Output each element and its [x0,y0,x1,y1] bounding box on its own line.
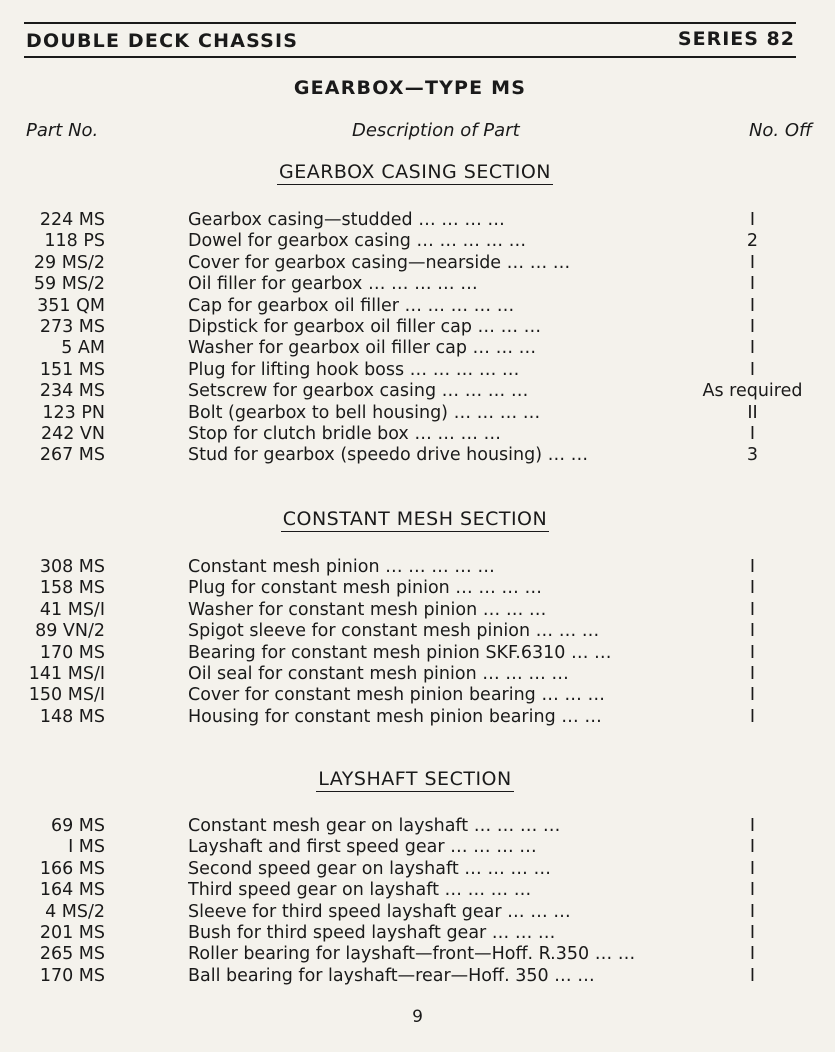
parts-list-constant-mesh [0,557,835,728]
quantity: I [749,944,756,965]
quantity: As required [702,381,803,402]
parts-list-layshaft [0,816,835,987]
part-number: 118 PS [44,231,105,252]
part-number: 308 MS [39,557,105,577]
part-number: 123 PN [42,402,105,423]
quantity: I [749,880,756,901]
part-description: Ball bearing for layshaft—rear—Hoff. 350 … … [188,965,595,986]
quantity: I [749,901,756,922]
list-item [0,685,835,706]
part-number: 166 MS [39,858,105,879]
quantity: I [749,557,756,577]
list-item [0,424,835,445]
list-item [0,317,835,338]
part-number: 41 MS/I [39,599,105,620]
part-description: Stud for gearbox (speedo drive housing) … … [188,445,589,466]
part-description: Dipstick for gearbox oil filler cap … … … [188,316,542,337]
list-item [0,880,835,901]
part-number: 69 MS [50,816,105,836]
quantity: I [749,922,756,943]
quantity: I [749,295,756,316]
list-item [0,381,835,402]
part-number: 265 MS [39,944,105,965]
list-item [0,664,835,685]
parts-list-casing [0,210,835,467]
part-description: Constant mesh pinion … … … … … [188,557,495,577]
page-number: 9 [412,1007,423,1027]
list-item [0,274,835,295]
section-title-text: LAYSHAFT SECTION [318,768,512,790]
part-description: Setscrew for gearbox casing … … … … [188,381,529,402]
quantity: I [749,663,756,684]
part-description: Layshaft and first speed gear … … … … [188,837,537,858]
part-description: Constant mesh gear on layshaft … … … … [188,816,561,836]
quantity: I [749,599,756,620]
list-item [0,944,835,965]
part-description: Cap for gearbox oil filler … … … … … [188,295,515,316]
page-title: GEARBOX—TYPE MS [293,77,527,99]
part-number: 4 MS/2 [45,901,105,922]
part-number: 170 MS [39,965,105,986]
quantity: I [749,338,756,359]
list-item [0,296,835,317]
section-title [0,161,830,183]
header-rule-bottom [24,56,796,58]
part-description: Bearing for constant mesh pinion SKF.6310 … … [188,642,612,663]
part-number: 151 MS [39,359,105,380]
part-number: 164 MS [39,880,105,901]
part-description: Dowel for gearbox casing … … … … … [188,231,527,252]
section-title-text: CONSTANT MESH SECTION [282,508,548,530]
quantity: I [749,578,756,599]
part-number: 170 MS [39,642,105,663]
list-item [0,621,835,642]
part-number: 351 QM [37,295,105,316]
list-item [0,966,835,987]
part-number: 141 MS/I [28,663,105,684]
column-header-part: Part No. [26,120,99,141]
part-description: Second speed gear on layshaft … … … … [188,858,551,879]
quantity: I [749,274,756,295]
part-description: Bolt (gearbox to bell housing) … … … … [188,402,541,423]
part-description: Plug for lifting hook boss … … … … … [188,359,520,380]
part-number: 59 MS/2 [33,274,105,295]
quantity: I [749,837,756,858]
part-description: Oil filler for gearbox … … … … … [188,274,478,295]
list-item [0,210,835,231]
list-item [0,338,835,359]
quantity: I [749,621,756,642]
list-item [0,403,835,424]
list-item [0,231,835,252]
part-number: I MS [68,837,105,858]
part-description: Spigot sleeve for constant mesh pinion … … … [188,621,600,642]
chassis-heading: DOUBLE DECK CHASSIS [26,30,299,52]
part-number: 242 VN [40,423,105,444]
part-number: 150 MS/I [28,685,105,706]
column-header-quantity: No. Off [748,120,813,141]
section-title [0,508,830,530]
quantity: I [749,965,756,986]
part-number: 29 MS/2 [33,252,105,273]
list-item [0,643,835,664]
list-item [0,600,835,621]
part-description: Stop for clutch bridle box … … … … [188,423,502,444]
quantity: I [749,816,756,836]
section-title-text: GEARBOX CASING SECTION [278,161,552,183]
quantity: I [749,316,756,337]
part-number: 5 AM [61,338,105,359]
series-heading: SERIES 82 [677,28,795,50]
quantity: I [749,685,756,706]
part-number: 234 MS [39,381,105,402]
quantity: 3 [746,445,759,466]
part-number: 148 MS [39,706,105,727]
list-item [0,445,835,466]
quantity: II [747,402,758,423]
header-rule-top [24,22,796,24]
quantity: I [749,706,756,727]
part-description: Washer for gearbox oil filler cap … … … [188,338,537,359]
quantity: I [749,423,756,444]
part-description: Plug for constant mesh pinion … … … … [188,578,542,599]
list-item [0,578,835,599]
part-number: 89 VN/2 [35,621,105,642]
quantity: I [749,252,756,273]
list-item [0,923,835,944]
part-description: Housing for constant mesh pinion bearing … … [188,706,602,727]
list-item [0,557,835,578]
part-description: Bush for third speed layshaft gear … … … [188,922,556,943]
list-item [0,837,835,858]
quantity: 2 [746,231,759,252]
part-description: Cover for gearbox casing—nearside … … … [188,252,571,273]
part-number: 273 MS [39,316,105,337]
list-item [0,253,835,274]
part-number: 267 MS [39,445,105,466]
list-item [0,902,835,923]
quantity: I [749,858,756,879]
list-item [0,707,835,728]
quantity: I [749,642,756,663]
quantity: I [749,210,756,230]
list-item [0,816,835,837]
part-number: 158 MS [39,578,105,599]
part-description: Cover for constant mesh pinion bearing … … … [188,685,605,706]
list-item [0,859,835,880]
list-item [0,360,835,381]
part-number: 201 MS [39,922,105,943]
part-description: Third speed gear on layshaft … … … … [188,880,532,901]
quantity: I [749,359,756,380]
section-title [0,768,830,790]
part-description: Washer for constant mesh pinion … … … [188,599,547,620]
part-description: Sleeve for third speed layshaft gear … … … [188,901,571,922]
part-description: Gearbox casing—studded … … … … [188,210,505,230]
part-number: 224 MS [39,210,105,230]
column-header-description: Description of Part [352,120,520,141]
part-description: Oil seal for constant mesh pinion … … … … [188,663,569,684]
part-description: Roller bearing for layshaft—front—Hoff. R.350 … … [188,944,636,965]
